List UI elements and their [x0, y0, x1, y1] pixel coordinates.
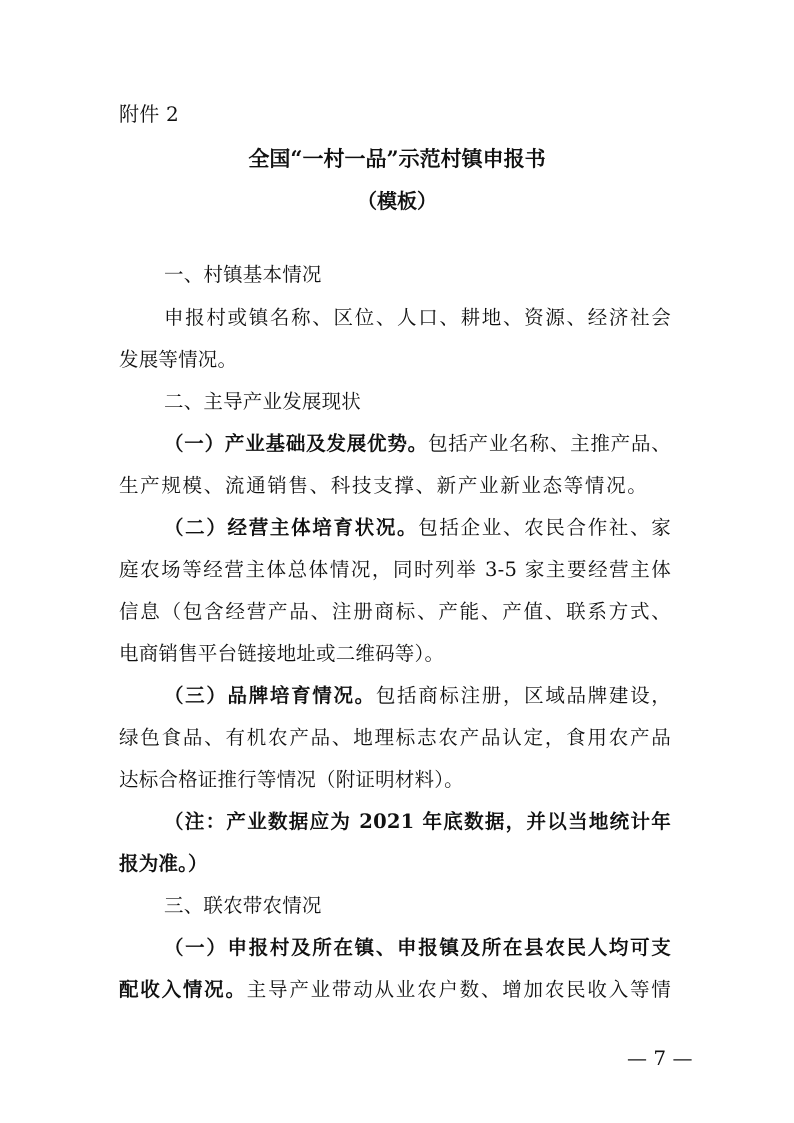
section-2-item-1-line: 生产规模、流通销售、科技支撑、新产业新业态等情况。	[119, 474, 647, 497]
attachment-label: 附件 2	[119, 102, 179, 126]
section-2-item-3-lead: （三）品牌培育情况。	[164, 684, 376, 707]
section-2-item-3-line: 达标合格证推行等情况（附证明材料）。	[119, 768, 464, 791]
section-1-paragraph-line: 发展等情况。	[119, 348, 238, 371]
section-2-item-3-line	[164, 683, 671, 709]
section-2-note-line: （注：产业数据应为 2021 年底数据，并以当地统计年	[164, 810, 671, 833]
page-number: — 7 —	[627, 1046, 693, 1070]
section-2-item-3-text: 包括商标注册，区域品牌建设，	[375, 684, 671, 707]
section-2-item-2-line: 信息（包含经营产品、注册商标、产能、产值、联系方式、	[119, 600, 671, 623]
section-2-item-1-line	[164, 431, 671, 457]
section-3-item-1-lead: 配收入情况。	[119, 978, 247, 1001]
section-2-item-2-line: 电商销售平台链接地址或二维码等）。	[119, 642, 445, 665]
section-2-item-3-line: 绿色食品、有机农产品、地理标志农产品认定，食用农产品	[119, 726, 671, 749]
section-3-item-1-line	[119, 977, 671, 1003]
section-3-heading: 三、联农带农情况	[164, 894, 322, 917]
section-1-paragraph-line: 申报村或镇名称、区位、人口、耕地、资源、经济社会	[164, 306, 671, 329]
section-2-item-2-line	[164, 515, 671, 541]
document-subtitle: （模板）	[357, 189, 437, 213]
section-2-heading: 二、主导产业发展现状	[164, 390, 362, 413]
section-3-item-1-line: （一）申报村及所在镇、申报镇及所在县农民人均可支	[164, 936, 671, 959]
section-2-item-2-lead: （二）经营主体培育状况。	[164, 516, 419, 539]
section-2-item-1-lead: （一）产业基础及发展优势。	[164, 432, 428, 455]
section-2-note-line: 报为准。）	[119, 852, 208, 875]
section-2-item-2-line: 庭农场等经营主体总体情况，同时列举 3-5 家主要经营主体	[119, 558, 671, 581]
section-2-item-1-text: 包括产业名称、主推产品、	[427, 432, 671, 455]
section-3-item-1-text: 主导产业带动从业农户数、增加农民收入等情	[246, 978, 671, 1001]
section-1-heading: 一、村镇基本情况	[164, 263, 322, 286]
document-title: 全国“一村一品”示范村镇申报书	[248, 146, 546, 171]
section-2-item-2-text: 包括企业、农民合作社、家	[418, 516, 672, 539]
